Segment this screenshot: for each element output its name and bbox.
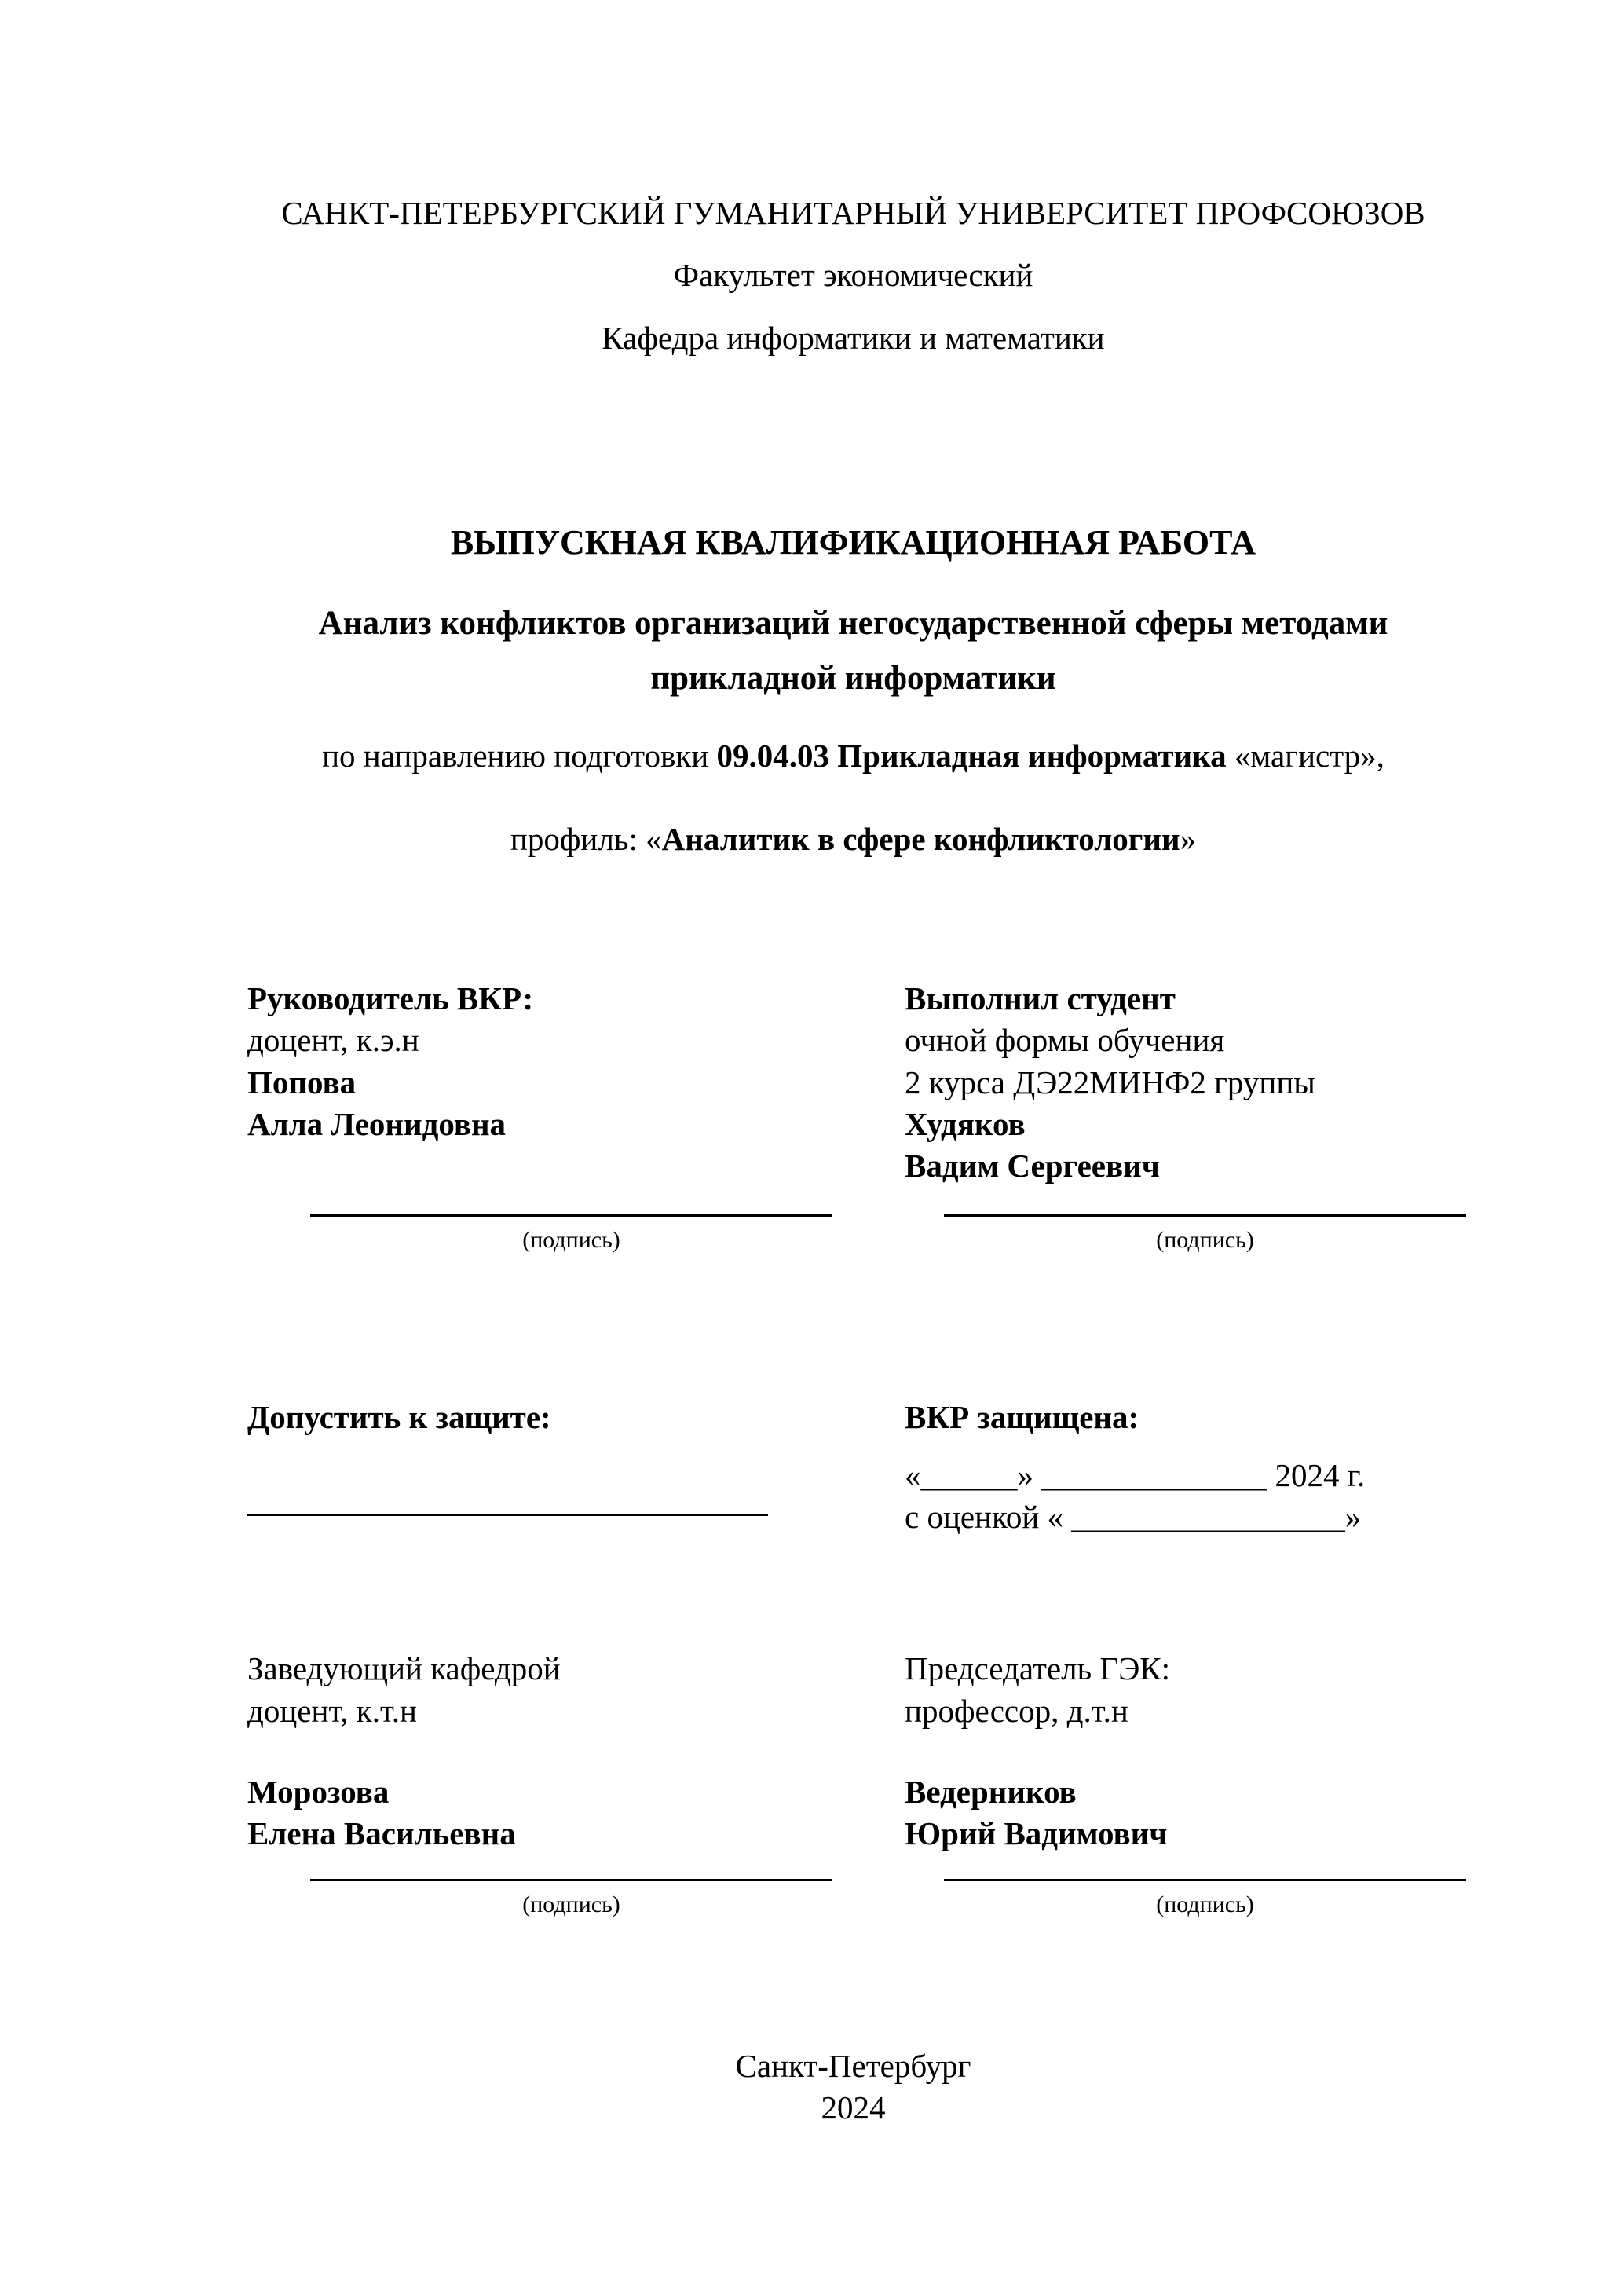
direction-prefix-text: по направлению подготовки [322, 738, 717, 774]
profile-name-text: Аналитик в сфере конфликтологии [661, 820, 1180, 857]
student-firstname: Вадим Сергеевич [905, 1148, 1160, 1185]
defense-block [905, 1397, 1459, 1538]
gek-chair-signature-line [944, 1879, 1466, 1881]
student-group: 2 курса ДЭ22МИНФ2 группы [905, 1064, 1315, 1100]
department-name: Кафедра информатики и математики [602, 319, 1105, 356]
department-head-firstname: Елена Васильевна [247, 1815, 516, 1852]
gek-chair-signature-caption: (подпись) [1156, 1891, 1254, 1917]
department-head-signature-caption: (подпись) [522, 1891, 620, 1917]
document-header [247, 192, 1459, 359]
supervisor-firstname: Алла Леонидовна [247, 1105, 507, 1142]
defense-date-line: «______» ______________ 2024 г. [905, 1456, 1366, 1493]
student-surname: Худяков [905, 1105, 1026, 1142]
defense-label: ВКР защищена: [905, 1399, 1139, 1436]
supervisor-signature [310, 1214, 905, 1255]
admission-block [247, 1397, 905, 1538]
gek-chair-block [905, 1648, 1459, 1855]
supervisor-position: доцент, к.э.н [247, 1022, 419, 1059]
student-study-form: очной формы обучения [905, 1022, 1225, 1059]
faculty-name: Факультет экономический [673, 257, 1033, 294]
department-head-block [247, 1648, 905, 1855]
department-head-signature-line [310, 1879, 832, 1881]
supervisor-signature-caption: (подпись) [522, 1227, 620, 1254]
degree-direction-line [247, 735, 1459, 777]
admission-label: Допустить к защите: [247, 1399, 551, 1436]
student-signature-line [944, 1214, 1466, 1217]
gek-chair-position: профессор, д.т.н [905, 1692, 1128, 1729]
student-signature [944, 1214, 1466, 1255]
officials-row [247, 1648, 1459, 1855]
thesis-title: Анализ конфликтов организаций негосударственной сферы методами прикладной информатики [318, 605, 1388, 697]
admission-defense-row [247, 1397, 1459, 1538]
profile-prefix-text: профиль: « [510, 820, 662, 857]
signatures-row-bottom [247, 1879, 1459, 1920]
department-head-position: доцент, к.т.н [247, 1692, 417, 1729]
student-block [905, 978, 1459, 1187]
department-head-signature [310, 1879, 905, 1920]
gek-chair-firstname: Юрий Вадимович [905, 1815, 1168, 1852]
footer-year: 2024 [821, 2089, 886, 2126]
footer-city: Санкт-Петербург [735, 2047, 971, 2084]
profile-suffix-text: » [1180, 820, 1197, 857]
student-signature-caption: (подпись) [1156, 1227, 1254, 1254]
gek-chair-role: Председатель ГЭК: [905, 1650, 1171, 1687]
department-head-surname: Морозова [247, 1773, 390, 1810]
direction-code-text: 09.04.03 Прикладная информатика [716, 738, 1227, 774]
supervisor-role-label: Руководитель ВКР: [247, 980, 534, 1016]
document-footer [247, 2045, 1459, 2129]
supervisor-surname: Попова [247, 1064, 357, 1100]
supervisor-block [247, 978, 905, 1187]
defense-grade-line: с оценкой « _________________» [905, 1499, 1362, 1536]
work-type-heading: ВЫПУСКНАЯ КВАЛИФИКАЦИОННАЯ РАБОТА [450, 522, 1256, 562]
roles-row [247, 978, 1459, 1187]
profile-line [247, 818, 1459, 860]
signatures-row-top [247, 1214, 1459, 1255]
student-role-label: Выполнил студент [905, 980, 1176, 1016]
department-head-role: Заведующий кафедрой [247, 1650, 561, 1687]
direction-degree-text: «магистр», [1226, 738, 1384, 774]
gek-chair-surname: Ведерников [905, 1773, 1077, 1810]
gek-chair-signature [944, 1879, 1466, 1920]
supervisor-signature-line [310, 1214, 832, 1217]
university-name: САНКТ-ПЕТЕРБУРГСКИЙ ГУМАНИТАРНЫЙ УНИВЕРСИТЕТ ПРОФСОЮЗОВ [281, 195, 1425, 231]
admission-signature-line [247, 1514, 768, 1516]
